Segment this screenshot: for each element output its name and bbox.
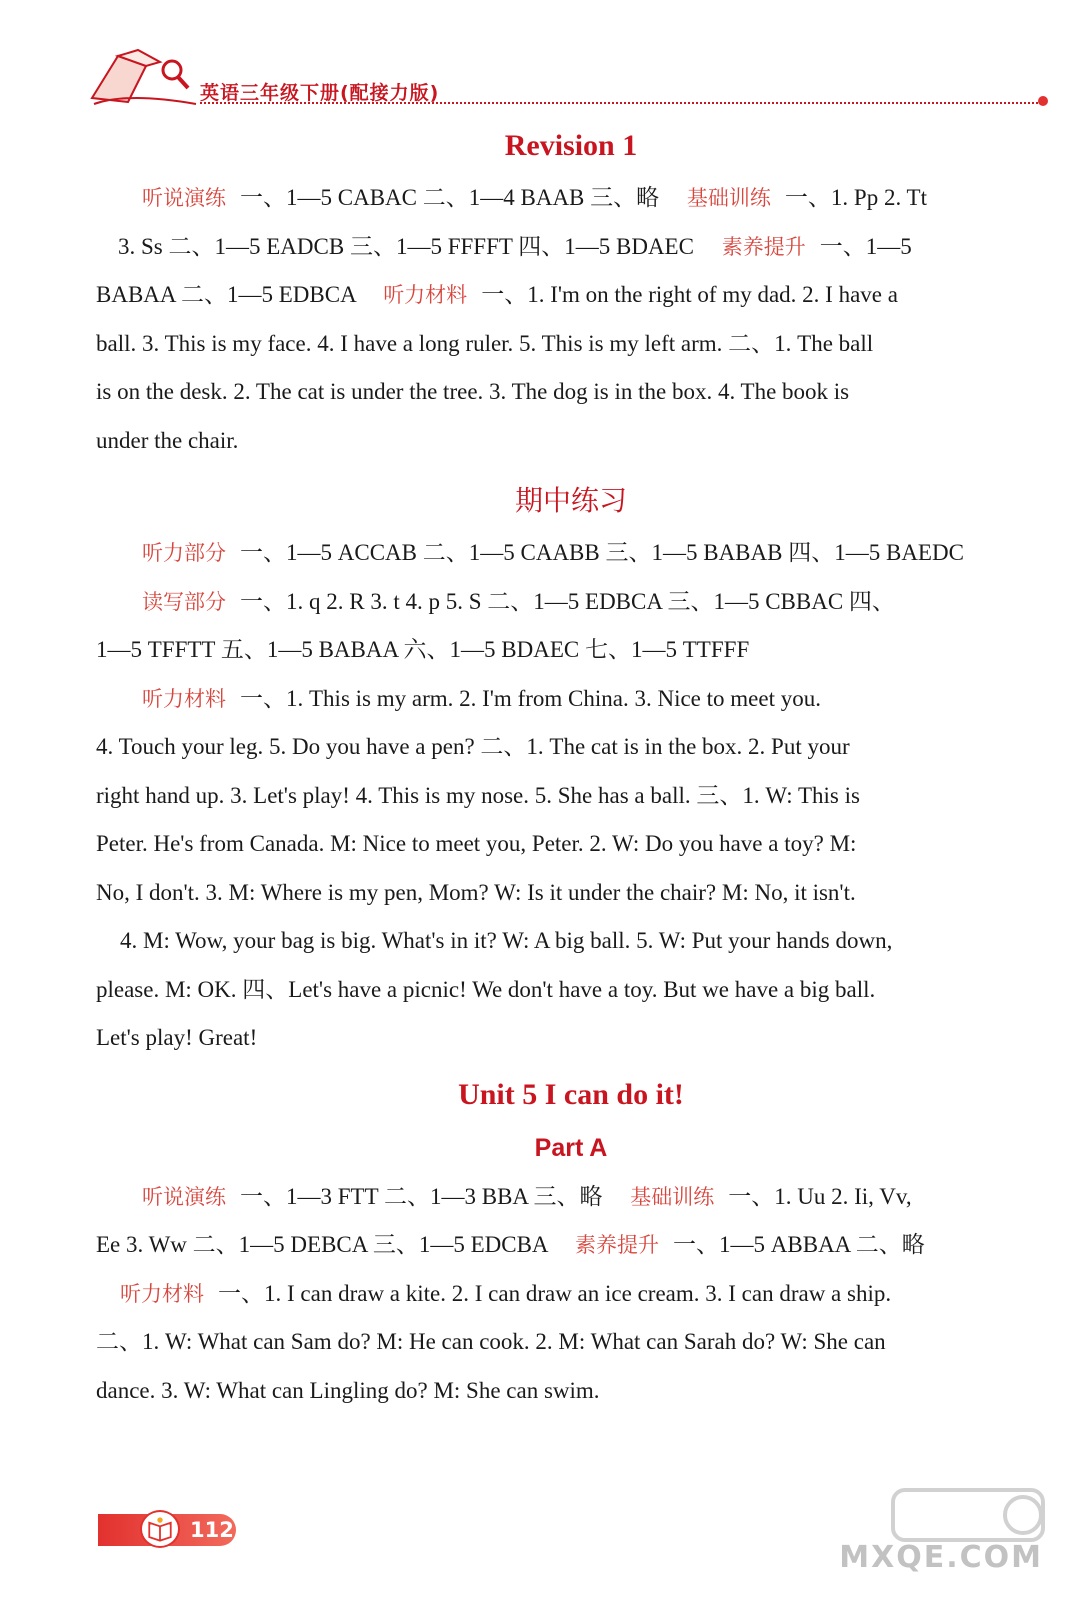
tag-listening-material: 听力材料	[383, 283, 468, 307]
tag-reading-writing-part: 读写部分	[142, 589, 226, 614]
book-magnifier-logo-icon	[88, 46, 208, 106]
tag-listening-speaking: 听说演练	[142, 1184, 226, 1209]
section-subtitle-part-a: Part A	[534, 1133, 608, 1162]
tag-listening-material: 听力材料	[120, 1281, 204, 1306]
section-title-midterm: 期中练习	[514, 484, 627, 517]
open-book-icon	[140, 1510, 180, 1548]
tag-listening-speaking: 听说演练	[142, 186, 226, 210]
unit-5-part-a-answers: 听说演练 一、1—3 FTT 二、1—3 BBA 三、略 基础训练 一、1. Uu 2. Ii, Vv, Ee 3. Ww 二、1—5 DEBCA 三、1—5 EDCBA 素养提升 一、1—5 ABBAA 二、略 听力材料 一、1. I can draw a kite. 2. I can draw an ice cream. 3. I can draw a ship. 二、1. W: What can Sam do? M: He can cook. 2. M: What can Sarah do? W: She can dance. 3. W: What can Lingling do? M: She can swim.	[96, 1173, 1046, 1416]
tag-basic-training: 基础训练	[630, 1184, 715, 1209]
page-header	[88, 40, 1048, 120]
book-title: 英语三年级下册(配接力版)	[200, 82, 440, 104]
tag-literacy-boost: 素养提升	[721, 234, 806, 259]
section-title-unit-5: Unit 5 I can do it!	[458, 1077, 684, 1111]
header-dot-icon	[1038, 96, 1048, 106]
tag-basic-training: 基础训练	[686, 186, 771, 210]
section-title-revision-1: Revision 1	[504, 129, 638, 162]
header-dotted-rule	[200, 102, 1038, 104]
tag-listening-material: 听力材料	[142, 686, 226, 711]
page-number: 112	[190, 1518, 234, 1542]
tag-literacy-boost: 素养提升	[575, 1233, 660, 1257]
watermark-text: MXQE.COM	[839, 1540, 1043, 1575]
tag-listening-part: 听力部分	[142, 541, 226, 565]
midterm-answers: 听力部分 一、1—5 ACCAB 二、1—5 CAABB 三、1—5 BABAB 四、1—5 BAEDC 读写部分 一、1. q 2. R 3. t 4. p 5. S 二、1—5 EDBCA 三、1—5 CBBAC 四、 1—5 TFFTT 五、1—5 BABAA 六、1—5 BDAEC 七、1—5 TTFFF 听力材料 一、1. This is my arm. 2. I'm from China. 3. Nice to meet you. 4. Touch your leg. 5. Do you have a pen? 二、1. The cat is in the box. 2. Put your right hand up. 3. Let's play! 4. This is my nose. 5. She has a ball. 三、1. W: This is Peter. He's from Canada. M: Nice to meet you, Peter. 2. W: Do you have a toy? M: No, I don't. 3. M: Where is my pen, Mom? W: Is it under the chair? M: No, it isn't. 4. M: Wow, your bag is big. What's in it? W: A big ball. 5. W: Put your hands down, please. M: OK. 四、Let's have a picnic! We don't have a toy. But we have a big ball. Let's play! Great!	[96, 529, 1046, 1063]
answer-content	[96, 118, 1046, 1415]
revision-1-answers: 听说演练 一、1—5 CABAC 二、1—4 BAAB 三、略 基础训练 一、1. Pp 2. Tt 3. Ss 二、1—5 EADCB 三、1—5 FFFFT 四、1—5 BDAEC 素养提升 一、1—5 BABAA 二、1—5 EDBCA 听力材料 一、1. I'm on the right of my dad. 2. I have a ball. 3. This is my face. 4. I have a long ruler. 5. This is my left arm. 二、1. The ball is on the desk. 2. The cat is under the tree. 3. The dog is in the box. 4. The book is under the chair.	[96, 174, 1046, 465]
page-footer	[98, 1510, 248, 1550]
